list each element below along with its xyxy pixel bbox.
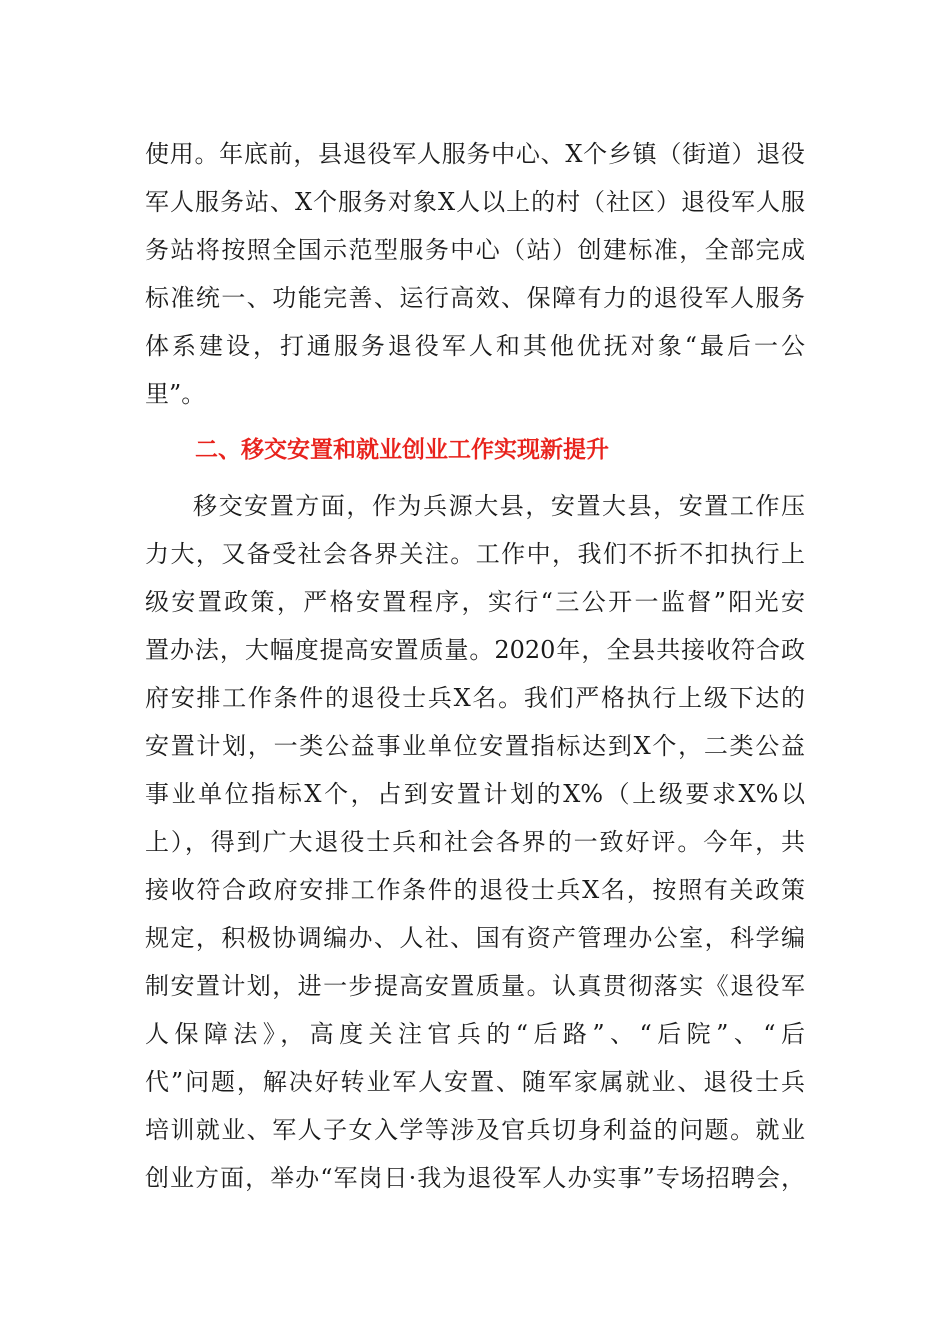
paragraph-line: 上），得到广大退役士兵和社会各界的一致好评。今年，共 [145,828,805,856]
paragraph-line: 置办法，大幅度提高安置质量。2020年，全县共接收符合政 [145,636,805,664]
paragraph-line: 接收符合政府安排工作条件的退役士兵X名，按照有关政策 [145,876,805,904]
paragraph-line: 体系建设，打通服务退役军人和其他优抚对象“最后一公 [145,332,805,360]
paragraph-line: 创业方面，举办“军岗日·我为退役军人办实事”专场招聘会， [145,1164,805,1192]
paragraph-line: 使用。年底前，县退役军人服务中心、X个乡镇（街道）退役 [145,140,805,168]
paragraph-line: 培训就业、军人子女入学等涉及官兵切身利益的问题。就业 [145,1116,805,1144]
paragraph-line: 代”问题，解决好转业军人安置、随军家属就业、退役士兵 [145,1068,805,1096]
paragraph-line: 军人服务站、X个服务对象X人以上的村（社区）退役军人服 [145,188,805,216]
paragraph-line: 移交安置方面，作为兵源大县，安置大县，安置工作压 [193,492,805,520]
paragraph-line: 里”。 [145,380,206,408]
paragraph-line: 务站将按照全国示范型服务中心（站）创建标准，全部完成 [145,236,805,264]
paragraph-line: 人保障法》，高度关注官兵的“后路”、“后院”、“后 [145,1020,805,1048]
paragraph-line: 府安排工作条件的退役士兵X名。我们严格执行上级下达的 [145,684,805,712]
paragraph-line: 安置计划，一类公益事业单位安置指标达到X个，二类公益 [145,732,805,760]
paragraph-line: 事业单位指标X个，占到安置计划的X%（上级要求X%以 [145,780,805,808]
paragraph-line: 力大，又备受社会各界关注。工作中，我们不折不扣执行上 [145,540,805,568]
paragraph-line: 制安置计划，进一步提高安置质量。认真贯彻落实《退役军 [145,972,805,1000]
paragraph-line: 级安置政策，严格安置程序，实行“三公开一监督”阳光安 [145,588,805,616]
paragraph-line: 规定，积极协调编办、人社、国有资产管理办公室，科学编 [145,924,805,952]
section-heading: 二、移交安置和就业创业工作实现新提升 [195,437,609,463]
paragraph-line: 标准统一、功能完善、运行高效、保障有力的退役军人服务 [145,284,805,312]
